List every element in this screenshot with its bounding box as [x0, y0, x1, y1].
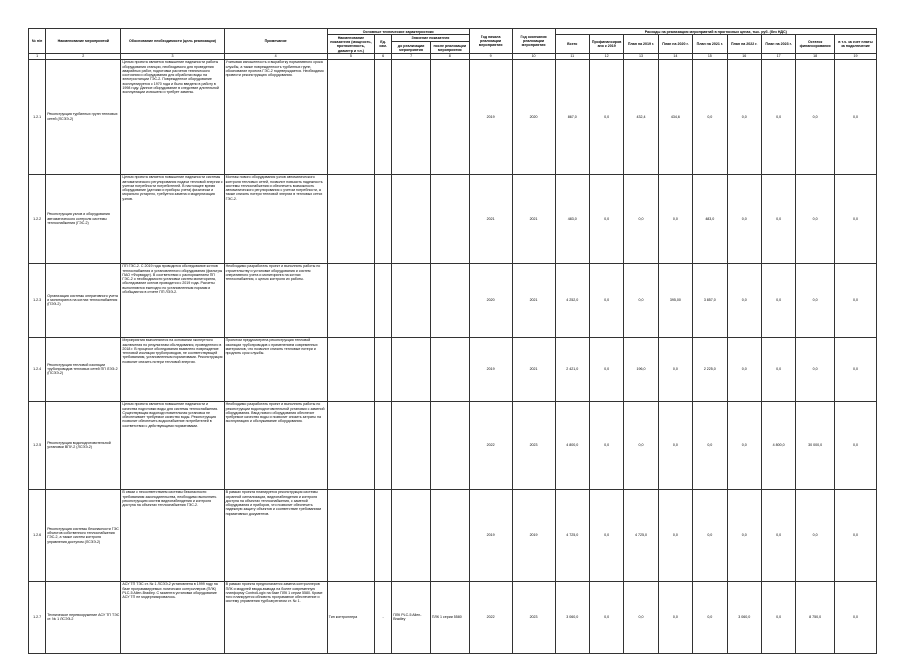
row-start-year: 2022: [469, 581, 512, 653]
row-reason: Целью проекта является повышение надежности работы оборудования станции, необходимого для проведения аварийных работ, подготовки расчетов технического состояния и оборудования для обработки воды на электростанции ГЭС-2. Поврежденное оборудование эксплуатируется с 1970 года и было введено в работу в 1998 году. Данное оборудование в следствие длительной эксплуатации изношено и требует замены.: [121, 59, 224, 174]
row-plan-2021: 2 225,0: [693, 337, 727, 401]
row-notes: Необходимо разработать проект и выполнить работы по строительству и установке оборудования и систем оперативного учета и мониторинга на котлах теплоснабжения, с целью контроля их работы.: [224, 263, 327, 337]
row-plan-2021: 0,0: [693, 489, 727, 581]
row-number: 1.2.5: [29, 401, 46, 489]
row-prefinanced: 0,0: [589, 489, 623, 581]
row-plan-2023: 0,0: [761, 489, 795, 581]
row-before: [392, 489, 431, 581]
row-remaining: 0,0: [796, 337, 835, 401]
row-plan-2020: 0,0: [658, 174, 692, 263]
row-own: 0,0: [834, 59, 876, 174]
row-before: [392, 174, 431, 263]
row-after: [430, 401, 469, 489]
column-number: 11: [555, 54, 589, 59]
row-start-year: 2019: [469, 337, 512, 401]
row-name: Реконструкция турбинных групп тепловых сетей (ЛСЭЭ-2): [46, 59, 121, 174]
row-reason: Целью проекта является повышение надежности системы автоматического регулирования подачи тепловой энергии с учетом потребности потребителей. В настоящее время оборудование (датчики и приборы учета) физически и морально устарело, требуется замена и модернизация узлов.: [121, 174, 224, 263]
header-indicator: Наименование показателя (мощность, протяженность, диаметр и т.п.): [327, 35, 374, 54]
row-plan-2023: 4 800,0: [761, 401, 795, 489]
row-before: [392, 401, 431, 489]
row-unit: [375, 337, 392, 401]
column-number: 9: [469, 54, 512, 59]
row-after: [430, 263, 469, 337]
row-remaining: 0,0: [796, 489, 835, 581]
row-total: 4 252,0: [555, 263, 589, 337]
row-indicator: [327, 337, 374, 401]
row-total: 483,0: [555, 174, 589, 263]
row-indicator: [327, 489, 374, 581]
table-row: [29, 337, 877, 401]
row-plan-2020: 434,6: [658, 59, 692, 174]
row-plan-2019: 0,0: [624, 581, 658, 653]
row-prefinanced: 0,0: [589, 174, 623, 263]
row-before: [392, 337, 431, 401]
row-prefinanced: 0,0: [589, 337, 623, 401]
row-name: Реконструкция тепловой изоляции трубопроводов тепловых сетей ПП ЛЭЭ-2 (ПСЭЭ-2): [46, 337, 121, 401]
row-plan-2023: 0,0: [761, 174, 795, 263]
row-notes: Учитывая изношенность и выработку нормативного срока службы, а также поврежденность турбинных групп, обоснование проекта ГЭС-2 подтверждается. Необходимо провести реконструкцию оборудования.: [224, 59, 327, 174]
row-remaining: 30 000,0: [796, 401, 835, 489]
row-unit: [375, 263, 392, 337]
table-row: [29, 581, 877, 653]
investment-program-table: [28, 28, 877, 654]
column-number: 2: [46, 54, 121, 59]
row-start-year: 2021: [469, 174, 512, 263]
row-indicator: [327, 59, 374, 174]
row-plan-2022: 0,0: [727, 489, 761, 581]
row-plan-2020: 0,0: [658, 337, 692, 401]
row-plan-2023: 0,0: [761, 263, 795, 337]
row-end-year: 2021: [512, 263, 555, 337]
row-indicator: Тип контроллера: [327, 581, 374, 653]
row-plan-2023: 0,0: [761, 59, 795, 174]
row-unit: -: [375, 581, 392, 653]
row-own: 0,0: [834, 174, 876, 263]
row-plan-2020: 0,0: [658, 489, 692, 581]
row-plan-2020: 0,0: [658, 581, 692, 653]
table-row: [29, 401, 877, 489]
row-number: 1.2.1: [29, 59, 46, 174]
row-reason: ПП ГЭС-2. С 2019 года проводится обследование котлов теплоснабжения и установленного оборудования (фильтры ПАО «Форвард»). В соответствии с распоряжением ПП ГЭС-2 о необходимости установки систем мониторинга, обследование котлов проводится с 2019 года. Расчеты выполняются ежегодно по установленным нормам и обобщаются в отчете ПП ЛЭЭ-2.: [121, 263, 224, 337]
row-before: [392, 59, 431, 174]
row-reason: В связи с несоответствием системы безопасности требованиям законодательства, необходимо выполнить реконструкцию систем видеонаблюдения и контроля доступа на объектах теплоснабжения ГЭС-2.: [121, 489, 224, 581]
row-plan-2019: 432,4: [624, 59, 658, 174]
document-page: [28, 28, 877, 654]
row-total: 4 800,0: [555, 401, 589, 489]
row-prefinanced: 0,0: [589, 581, 623, 653]
row-after: [430, 489, 469, 581]
table-body: [29, 59, 877, 653]
row-reason: Целью проекта является повышение надежности и качества подготовки воды для системы теплоснабжения. Существующая водоподготовительная установка не обеспечивает требуемое качество воды. Реконструкция позволит обеспечить водоснабжение потребителей в соответствии с действующими нормативами.: [121, 401, 224, 489]
row-start-year: 2020: [469, 263, 512, 337]
column-number: 3: [121, 54, 224, 59]
header-plan-2022: План на 2022 г.: [727, 35, 761, 54]
header-plan-2019: План на 2019 г.: [624, 35, 658, 54]
header-total: Всего: [555, 35, 589, 54]
row-plan-2021: 0,0: [693, 581, 727, 653]
row-plan-2022: 3 060,0: [727, 581, 761, 653]
row-plan-2020: 0,0: [658, 401, 692, 489]
column-number: 8: [430, 54, 469, 59]
row-name: Реконструкция системы безопасности ГЭС объектов собственного теплоснабжения ГЭС-2, а также систем контроля управления доступом (ЛСЭЭ-2): [46, 489, 121, 581]
row-after: [430, 337, 469, 401]
column-number: 6: [375, 54, 392, 59]
row-end-year: 2023: [512, 401, 555, 489]
row-notes: В рамках проекта предполагается замена контроллеров ПЛК и модулей ввода-вывода на более современную платформу ControlLogix на базе ПЛК 1 серии 5580. Кроме того планируется обновить программное обеспечение и систему управления турбоагрегатом ст. № 1.: [224, 581, 327, 653]
header-plan-2021: План на 2021 г.: [693, 35, 727, 54]
row-own: 0,0: [834, 581, 876, 653]
table-row: [29, 489, 877, 581]
row-plan-2019: 0,0: [624, 263, 658, 337]
row-remaining: 8 750,0: [796, 581, 835, 653]
row-plan-2022: 0,0: [727, 59, 761, 174]
column-number: 13: [624, 54, 658, 59]
header-remaining: Остаток финансирования: [796, 35, 835, 54]
row-plan-2019: 0,0: [624, 401, 658, 489]
header-start-year: Год начала реализации мероприятия: [469, 29, 512, 54]
header-value-group: Значение показателя: [392, 35, 469, 42]
row-plan-2021: 0,0: [693, 401, 727, 489]
row-start-year: 2019: [469, 59, 512, 174]
row-prefinanced: 0,0: [589, 59, 623, 174]
row-plan-2019: 196,0: [624, 337, 658, 401]
row-number: 1.2.6: [29, 489, 46, 581]
row-end-year: 2019: [512, 489, 555, 581]
row-own: 0,0: [834, 489, 876, 581]
row-indicator: [327, 174, 374, 263]
row-before: ПЛК PLC-5 Allen-Bradley: [392, 581, 431, 653]
row-total: 867,0: [555, 59, 589, 174]
row-remaining: 0,0: [796, 59, 835, 174]
row-indicator: [327, 401, 374, 489]
row-plan-2022: 0,0: [727, 337, 761, 401]
column-number: 5: [327, 54, 374, 59]
header-unit: Ед. изм.: [375, 35, 392, 54]
header-no: № п/п: [29, 29, 46, 54]
row-plan-2020: 395,00: [658, 263, 692, 337]
row-plan-2021: 3 857,0: [693, 263, 727, 337]
row-plan-2022: 0,0: [727, 263, 761, 337]
row-number: 1.2.4: [29, 337, 46, 401]
row-number: 1.2.2: [29, 174, 46, 263]
column-number: 17: [761, 54, 795, 59]
header-after: после реализации мероприятия: [430, 42, 469, 54]
column-number: 12: [589, 54, 623, 59]
header-name: Наименование мероприятий: [46, 29, 121, 54]
header-plan-2020: План на 2020 г.: [658, 35, 692, 54]
row-plan-2019: 4 725,0: [624, 489, 658, 581]
row-total: 3 060,0: [555, 581, 589, 653]
row-start-year: 2022: [469, 401, 512, 489]
table-row: [29, 174, 877, 263]
header-tech-group: Основные технические характеристики: [327, 29, 469, 35]
column-number: 14: [658, 54, 692, 59]
header-expenses-group: Расходы на реализацию мероприятий в прогнозных ценах, тыс. руб. (без НДС): [555, 29, 876, 35]
column-number: 10: [512, 54, 555, 59]
row-after: [430, 174, 469, 263]
row-after: ПЛК 1 серии 5580: [430, 581, 469, 653]
row-end-year: 2020: [512, 59, 555, 174]
row-plan-2019: 0,0: [624, 174, 658, 263]
row-number: 1.2.7: [29, 581, 46, 653]
column-number: 15: [693, 54, 727, 59]
column-number: 19: [834, 54, 876, 59]
row-total: 4 725,0: [555, 489, 589, 581]
row-after: [430, 59, 469, 174]
row-plan-2021: 483,0: [693, 174, 727, 263]
row-unit: [375, 401, 392, 489]
row-name: Реконструкция узлов и оборудования автоматического контроля системы теплоснабжения (ГЭС-2): [46, 174, 121, 263]
row-notes: Проектом предусмотрена реконструкция тепловой изоляции трубопроводов с применением современных материалов, что позволит снизить тепловые потери и продлить срок службы.: [224, 337, 327, 401]
row-plan-2022: 0,0: [727, 401, 761, 489]
row-plan-2021: 0,0: [693, 59, 727, 174]
table-row: [29, 59, 877, 174]
table-row: [29, 263, 877, 337]
row-notes: Необходимо разработать проект и выполнить работы по реконструкции водоподготовительной установки с заменой оборудования. Ввод нового оборудования обеспечит требуемое качество воды и позволит снизить затраты на эксплуатацию и обслуживание оборудования.: [224, 401, 327, 489]
column-number: 18: [796, 54, 835, 59]
row-own: 0,0: [834, 263, 876, 337]
row-unit: [375, 174, 392, 263]
row-own: 0,0: [834, 401, 876, 489]
row-end-year: 2021: [512, 174, 555, 263]
row-start-year: 2019: [469, 489, 512, 581]
row-name: Реконструкция водоподготовительной установки ВПУ-2 (ЛСЭЭ-2): [46, 401, 121, 489]
row-name: Организация системы оперативного учета и мониторинга на котлах теплоснабжения (ПЭЭ-2): [46, 263, 121, 337]
row-prefinanced: 0,0: [589, 263, 623, 337]
row-name: Техническое перевооружение АСУ ТП ТЭС ст. № 1 ЛСЭЭ-2: [46, 581, 121, 653]
header-prefinanced: Профинансировано к 2019: [589, 35, 623, 54]
row-plan-2023: 0,0: [761, 581, 795, 653]
row-remaining: 0,0: [796, 174, 835, 263]
row-end-year: 2023: [512, 581, 555, 653]
row-indicator: [327, 263, 374, 337]
row-notes: В рамках проекта планируется реконструкция системы охранной сигнализации, видеонаблюдения и контроля доступа на объектах теплоснабжения, с заменой оборудования и приборов, что позволит обеспечить надежную защиту объектов и соответствие требованиям нормативных документов.: [224, 489, 327, 581]
row-unit: [375, 489, 392, 581]
row-reason: Мероприятия выполняются на основании экспертного заключения по результатам обследования, проведенного в 2018 г. В процессе обследования выявлено повреждение тепловой изоляции трубопроводов, не соответствующей требованиям, установленным нормативами. Реконструкция позволит снизить потери тепловой энергии.: [121, 337, 224, 401]
row-remaining: 0,0: [796, 263, 835, 337]
row-end-year: 2021: [512, 337, 555, 401]
row-plan-2022: 0,0: [727, 174, 761, 263]
row-plan-2023: 0,0: [761, 337, 795, 401]
row-notes: Монтаж нового оборудования узлов автоматического контроля тепловых сетей, позволит повысить надежность системы теплоснабжения и обеспечить возможность автоматического регулирования с учетом потребности, а также снизить потери тепловой энергии в тепловых сетях ГЭС-2.: [224, 174, 327, 263]
column-number: 1: [29, 54, 46, 59]
header-reason: Обоснование необходимости (цель реализации): [121, 29, 224, 54]
header-before: до реализации мероприятия: [392, 42, 431, 54]
row-total: 2 421,0: [555, 337, 589, 401]
header-own: в т.ч. за счет платы за подключение: [834, 35, 876, 54]
column-number: 4: [224, 54, 327, 59]
header-plan-2023: План на 2023 г.: [761, 35, 795, 54]
header-notes: Примечание: [224, 29, 327, 54]
header-end-year: Год окончания реализации мероприятия: [512, 29, 555, 54]
column-number: 7: [392, 54, 431, 59]
column-number: 16: [727, 54, 761, 59]
row-own: 0,0: [834, 337, 876, 401]
row-prefinanced: 0,0: [589, 401, 623, 489]
row-before: [392, 263, 431, 337]
row-number: 1.2.3: [29, 263, 46, 337]
row-reason: АСУ ТП ТЭС ст. № 1 ЛСЭЭ-2 установлена в 1999 году на базе программируемых логических контроллеров (ПЛК) PLC-5 Allen-Bradley. С момента установки оборудование АСУ ТП не модернизировалось.: [121, 581, 224, 653]
row-unit: [375, 59, 392, 174]
